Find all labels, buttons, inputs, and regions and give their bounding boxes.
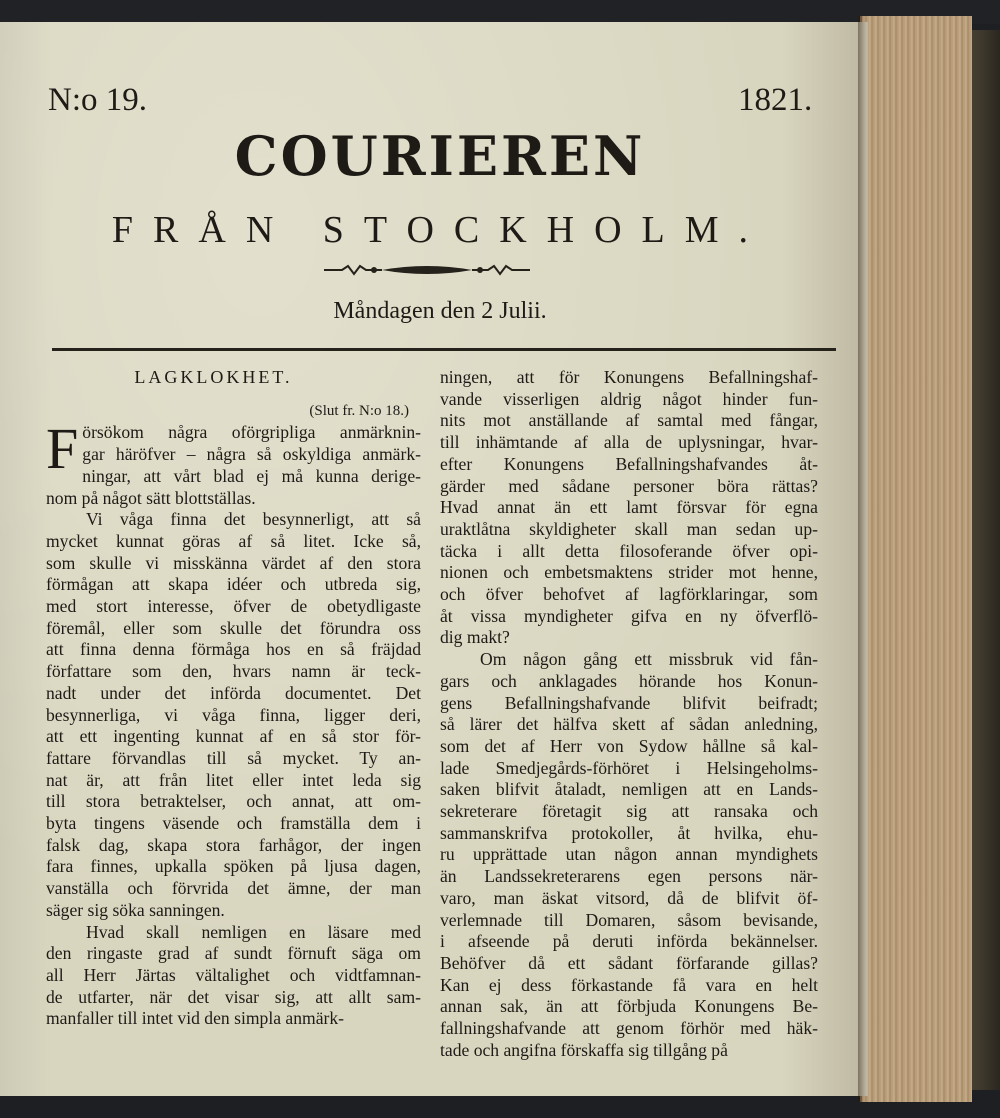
text-line: sekreterare företagit sig att ransaka och xyxy=(440,801,818,822)
column-right xyxy=(440,367,818,1062)
text-line: all Herr Järtas vältalighet och vidtfamnan- xyxy=(46,964,421,985)
left-column-text xyxy=(46,416,421,1030)
text-line: gens Befallningshafvande blifvit beifradt; xyxy=(440,692,818,713)
newspaper-page xyxy=(0,22,868,1096)
text-line: i afseende på deruti införda bekännelser. xyxy=(440,931,818,952)
text-line: täcka i allt detta filosoferande öfver opi- xyxy=(440,540,818,561)
masthead-subtitle: FRÅN STOCKHOLM. xyxy=(111,209,769,251)
text-line: dig makt? xyxy=(440,627,510,648)
text-line: ningen, att för Konungens Befallningshaf- xyxy=(440,367,818,387)
text-line: som skulle vi misskänna värdet af den stora xyxy=(46,552,421,573)
text-line: med stort interesse, öfver de obetydligaste xyxy=(46,596,421,617)
text-line: den ringaste grad af sundt förnuft säga om xyxy=(46,943,421,964)
text-line: till inhämtande af alla de uplysningar, hvar- xyxy=(440,432,818,453)
text-line: efter Konungens Befallningshafvandes åt- xyxy=(440,453,818,474)
page-stack-edge xyxy=(860,16,972,1102)
text-line: sammanskrifva protokoller, åt hvilka, ehu- xyxy=(440,822,818,843)
text-line: Vi våga finna det besynnerligt, att så xyxy=(86,509,421,530)
scanner-background xyxy=(0,0,1000,24)
text-line: fara finnes, upkalla spöken på ljusa dagen, xyxy=(46,856,421,877)
drop-cap: F xyxy=(46,416,79,482)
text-line: och öfver behofvet af lagförklaringar, som xyxy=(440,584,818,605)
text-line: annan sak, än att förbjuda Konungens Be- xyxy=(440,996,818,1017)
text-line: örsökom några oförgripliga anmärknin- xyxy=(82,422,421,443)
text-line: nionen och embetsmaktens strider mot henne, xyxy=(440,562,818,583)
text-line: ningar, att vårt blad ej må kunna derige- xyxy=(82,465,421,486)
text-line: Hvad skall nemligen en läsare med xyxy=(86,921,421,942)
page-edge-shadow xyxy=(858,16,866,1102)
text-line: som det af Herr von Sydow hållne så kal- xyxy=(440,735,818,756)
text-line: författare som den, hvars namn är teck- xyxy=(46,661,421,682)
text-line: Hvad annat än ett lamt försvar för egna xyxy=(440,497,818,518)
text-line: så lärer det hälfva skett af sådan anledning, xyxy=(440,714,818,735)
text-line: Behöfver då ett sådant förfarande gillas? xyxy=(440,952,818,973)
column-left xyxy=(46,367,421,1030)
text-line: besynnerliga, vi våga finna, ligger deri, xyxy=(46,704,421,725)
text-line: fattare förvandlas till så mycket. Ty an- xyxy=(46,747,421,768)
text-line: ru upprättade utan någon annan myndighets xyxy=(440,844,818,865)
header-rule xyxy=(52,348,836,351)
text-line: tade och angifna förskaffa sig tillgång på xyxy=(440,1039,728,1060)
text-line: nadt under det införda documentet. Det xyxy=(46,682,421,703)
text-line: till stora betraktelser, och annat, att om- xyxy=(46,791,421,812)
issue-year: 1821. xyxy=(738,82,813,118)
text-line: saken blifvit åtaladt, nemligen att en Lands- xyxy=(440,779,818,800)
text-line: gar häröfver – några så oskyldiga anmärk- xyxy=(82,444,421,465)
text-line: att finna denna förmåga hos en så fräjdad xyxy=(46,639,421,660)
ornament-divider xyxy=(322,262,532,278)
issue-number: N:o 19. xyxy=(48,82,147,118)
text-line: åt vissa myndigheter gifva en ny öfverflö- xyxy=(440,605,818,626)
text-line: vande visserligen aldrig något hinder fun- xyxy=(440,388,818,409)
text-line: vanställa och förvrida det ämne, der man xyxy=(46,878,421,899)
text-line: att ett ingenting kunnat af en så stor för- xyxy=(46,726,421,747)
text-line: de utfarter, när det visar sig, att allt sam- xyxy=(46,986,421,1007)
text-line: uraktlåtna skyldigheter skall man sedan up- xyxy=(440,518,818,539)
continuation-note: (Slut fr. N:o 18.) xyxy=(309,402,409,419)
text-line: lade Smedjegårds-förhöret i Helsingeholms- xyxy=(440,757,818,778)
text-line: säger sig söka sanningen. xyxy=(46,899,225,920)
article-heading: LAGKLOKHET. xyxy=(134,367,293,387)
dateline: Måndagen den 2 Julii. xyxy=(333,298,547,324)
text-line: nom på något sätt blottställas. xyxy=(46,487,256,508)
text-line: byta tingens väsende och framställa dem i xyxy=(46,813,421,834)
text-line: manfaller till intet vid den simpla anmärk- xyxy=(46,1008,345,1029)
text-line: fallningshafvande att genom förhör med häk- xyxy=(440,1018,818,1039)
text-line: mycket kunnat göras af så litet. Icke så, xyxy=(46,530,421,551)
text-line: varo, man äskat vitsord, då de blifvit öf- xyxy=(440,887,818,908)
text-line: än Landssekreterarens egen persons när- xyxy=(440,866,818,887)
right-column-text xyxy=(440,367,818,1062)
masthead-title: COURIEREN xyxy=(234,124,646,188)
text-line: nits mot anställande af samtal med fångar, xyxy=(440,410,818,431)
text-line: förmågan att skapa idéer och utbreda sig, xyxy=(46,574,421,595)
text-line: gars och anklagades hörande hos Konun- xyxy=(440,670,818,691)
text-line: falsk dag, skapa stora farhågor, der ingen xyxy=(46,834,421,855)
text-line: verlemnade till Domaren, såsom bevisande, xyxy=(440,909,818,930)
text-line: nat är, att från litet eller intet leda sig xyxy=(46,769,421,790)
text-line: Om någon gång ett missbruk vid fån- xyxy=(480,649,818,670)
text-line: föremål, eller som skulle det förundra oss xyxy=(46,617,421,638)
text-line: gärder med sådane personer böra rättas? xyxy=(440,475,818,496)
text-line: Kan ej dess förkastande få vara en helt xyxy=(440,974,818,995)
